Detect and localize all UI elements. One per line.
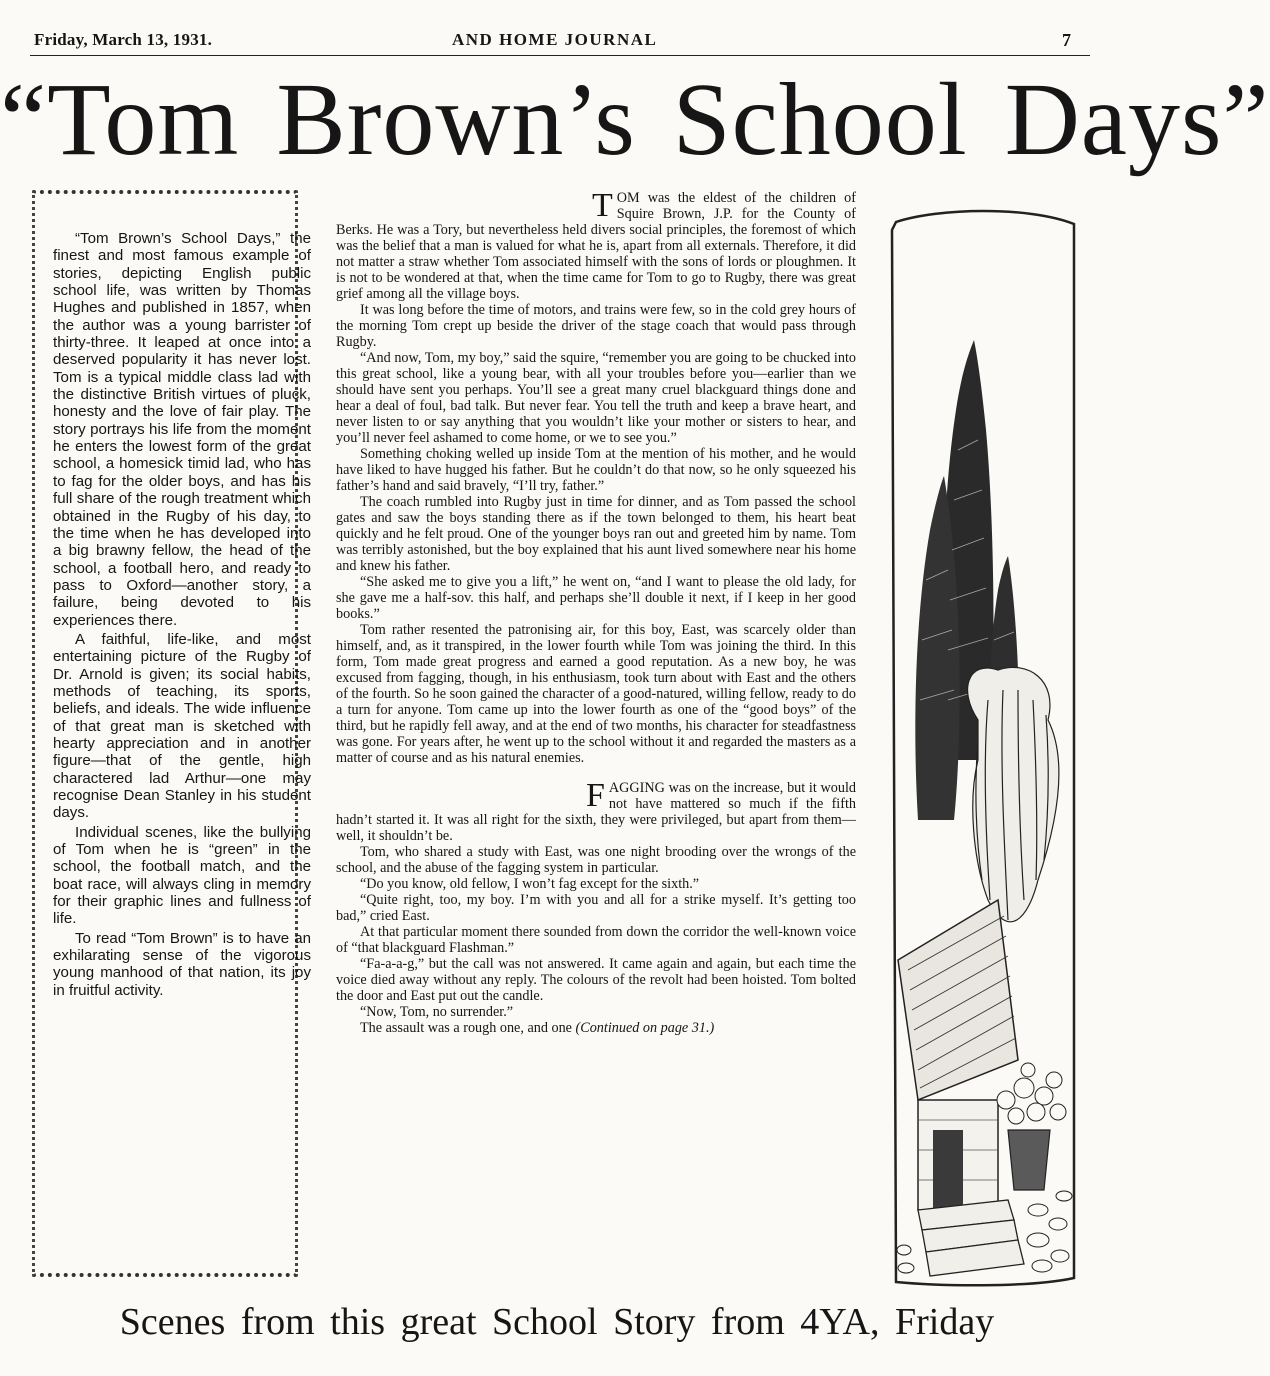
article-paragraph: It was long before the time of motors, and trains were few, so in the cold grey hours of the morning Tom crept up beside the driver of the stage coach that would pass through Rugby. [336,302,856,350]
article-paragraph: At that particular moment there sounded from down the corridor the well-known voice of “that blackguard Flashman.” [336,924,856,956]
drop-cap: T [592,187,613,224]
article-paragraph: Something choking welled up inside Tom at the mention of his mother, and he would have liked to have hugged his father. But he couldn’t do that now, so he only squeezed his father’s hand and said bravely, “I’ll try, father.” [336,446,856,494]
article-paragraph: “Now, Tom, no surrender.” [360,1004,514,1020]
article-paragraph: “And now, Tom, my boy,” said the squire, “remember you are going to be chucked into this great school, like a young bear, with all your troubles before you—earlier than we should have sent you perhaps. You’ll see a great many cruel blackguard things done and hear a deal of foul, bad talk. But never fear. You tell the truth and keep a brave heart, and never listen to or say anything that you wouldn’t like your mother or sisters to hear, and you’ll never feel ashamed to come home, or we to see you.” [336,350,856,446]
sidebar-paragraph: “Tom Brown’s School Days,” the finest and most famous example of stories, depicting English public school life, was written by Thomas Hughes and published in 1857, when the author was a young barrister of thirty-three. It leaped at once into a deserved popularity it has never lost. Tom is a typical middle class lad with the distinctive British virtues of pluck, honesty and the love of fair play. The story portrays his life from the moment he enters the lowest form of the great school, a homesick timid lad, who has to fag for the older boys, and has his full share of the rough treatment which obtained in the Rugby of his day, to the time when he has developed into a big brawny fellow, the head of the school, a football hero, and ready to pass to Oxford—another story, a failure, being devoted to his experiences there. [53,230,311,629]
sidebar-paragraph: Individual scenes, like the bullying of Tom when he is “green” in the school, the football match, and the boat race, will always cling in memory for their graphic lines and fullness of life. [53,823,311,928]
school-garden-illustration [878,200,1078,1290]
article-paragraph: FAGGING was on the increase, but it would not have mattered so much if the fifth hadn’t started it. It was all right for the sixth, they were privileged, but apart from them—well, it shouldn’t be. [336,777,856,844]
header-journal-name: AND HOME JOURNAL [452,30,658,49]
header-date: Friday, March 13, 1931. [34,30,213,49]
article-paragraph: Tom rather resented the patronising air, for this boy, East, was scarcely older than himself, and, as it transpired, in the lower fourth while Tom was joining the third. In this form, Tom made great progress and earned a good reputation. As a new boy, he was excused from fagging, though, in his enthusiasm, took turn about with East and the others of the fourth. So he soon gained the character of a good-natured, willing fellow, ready to do a turn for anyone. Tom came up into the lower fourth as one of the “good boys” of the third, but he rapidly fell away, and at the end of two months, his character for steadfastness was gone. For years after, he went up to the school without it and regarded the masters as a matter of course and as his natural enemies. [336,622,856,766]
page-title: “Tom Brown’s School Days” [0,62,1270,177]
article-paragraph: The assault was a rough one, and one (Continued on page 31.) [360,1020,715,1036]
article-paragraph: The coach rumbled into Rugby just in time for dinner, and as Tom passed the school gates and saw the boys standing there as if the town belonged to them, his heart beat quickly and he felt proud. One of the younger boys ran out and greeted him by name. Tom was terribly astonished, but the boy explained that his aunt lived somewhere near his home and knew his father. [336,494,856,574]
article-paragraph: TOM was the eldest of the children of Squire Brown, J.P. for the County of Berks. He was a Tory, but nevertheless held divers social principles, the foremost of which was the belief that a man is valued for what he is, apart from all externals. Therefore, it did not matter a straw whether Tom associated himself with the sons of lords or ploughmen. It is not to be wondered at that, when the time came for Tom to go to Rugby, there was great grief among all the village boys. [336,187,856,302]
sidebar-text [53,230,311,1001]
article-paragraph: “Fa-a-a-g,” but the call was not answered. It came again and again, but each time the voice died away without any reply. The colours of the revolt had been hoisted. Tom bolted the door and East put out the candle. [336,956,856,1004]
article-paragraph: “Quite right, too, my boy. I’m with you and all for a strike myself. It’s getting too bad,” cried East. [336,892,856,924]
page-number: 7 [1062,30,1071,50]
article-paragraph: “She asked me to give you a lift,” he went on, “and I want to please the old lady, for she gave me a half-sov. this half, and perhaps she’ll double it next, if I keep in her good books.” [336,574,856,622]
footer-caption: Scenes from this great School Story from 4YA, Friday [119,1301,995,1343]
article-paragraph: Tom, who shared a study with East, was one night brooding over the wrongs of the school, and the abuse of the fagging system in particular. [336,844,856,876]
article-body [336,187,856,1036]
sidebar-paragraph: A faithful, life-like, and most entertaining picture of the Rugby of Dr. Arnold is given; its social habits, methods of teaching, its sports, beliefs, and ideals. The wide influence of that great man is sketched with hearty appreciation and in another figure—that of the gentle, high charactered lad Arthur—one may recognise Dean Stanley in his student days. [53,630,311,822]
continued-note: (Continued on page 31.) [575,1020,715,1036]
sidebar-paragraph: To read “Tom Brown” is to have an exhilarating sense of the vigorous young manhood of that nation, its joy in fruitful activity. [53,929,311,999]
header-rule [30,55,1090,56]
article-paragraph: “Do you know, old fellow, I won’t fag except for the sixth.” [360,876,700,892]
drop-cap: F [586,777,605,814]
sidebar-box [32,190,311,1277]
